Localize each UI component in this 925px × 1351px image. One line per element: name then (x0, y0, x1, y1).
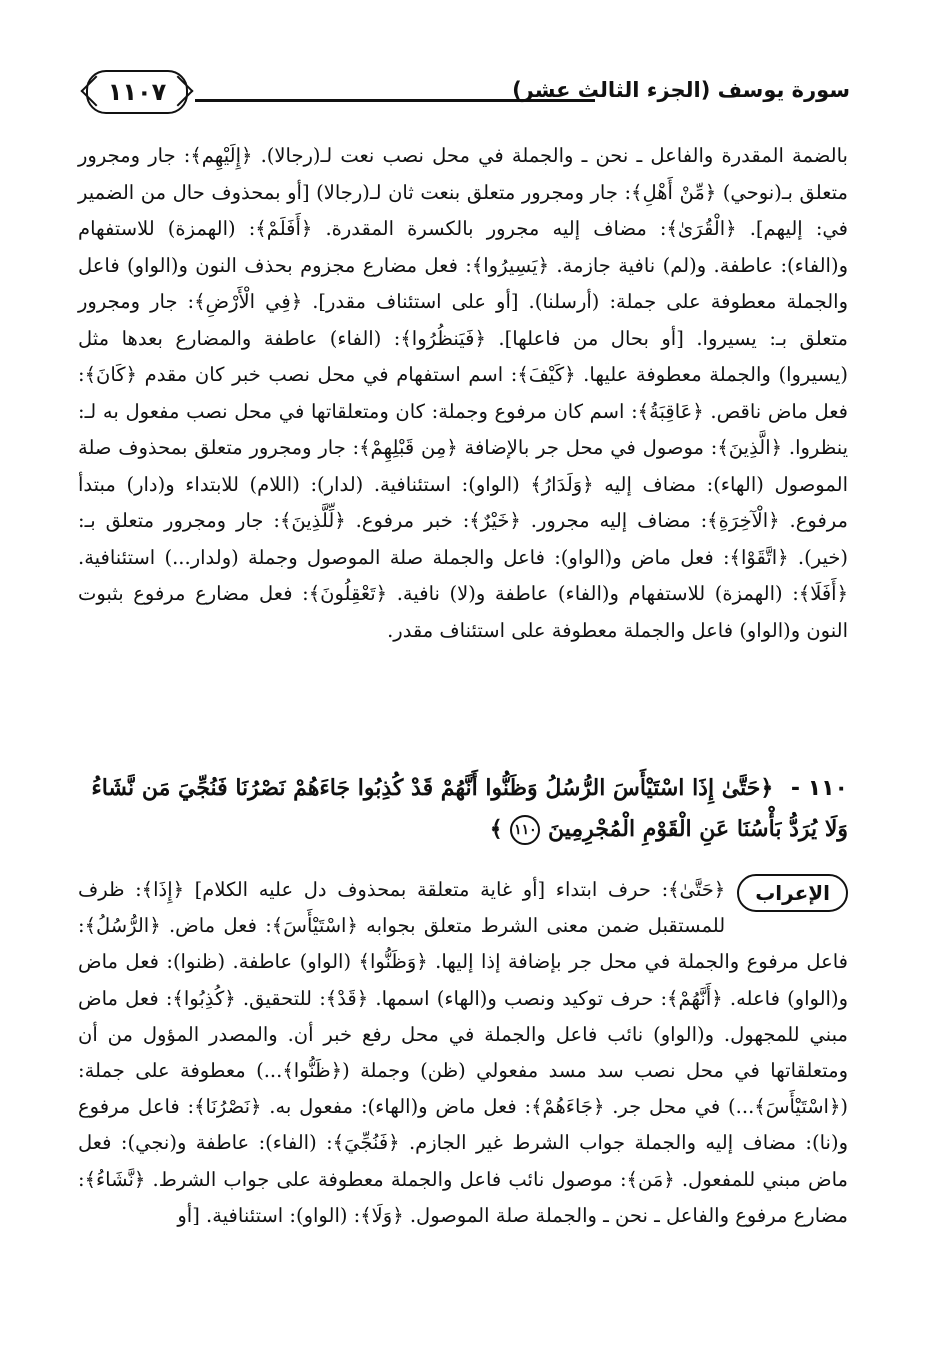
verse-number: ١١٠ - (790, 776, 848, 801)
ayah-marker: ١١٠ (510, 815, 540, 845)
verse-closing-bracket: ﴾ (489, 816, 503, 842)
irab-label: الإعراب (737, 874, 848, 912)
quran-verse (78, 768, 848, 849)
surah-title: سورة يوسف (الجزء الثالث عشر) (512, 78, 850, 102)
page-header (80, 70, 850, 120)
irab-paragraph: ﴿حَتَّىٰ﴾: حرف ابتداء [أو غاية متعلقة بمحذوف دل عليه الكلام] ﴿إِذَا﴾: ظرف للمستقبل ضمن معنى الشرط متعلق بجوابه ﴿اسْتَيْأَسَ﴾: فعل ماض. ﴿الرُّسُلُ﴾: فاعل مرفوع والجملة في محل جر بإضافة إذا إليها. ﴿وَظَنُّوا﴾ (الواو) عاطفة. (ظنوا): فعل ماض و(الواو) فاعله. ﴿أَنَّهُمْ﴾: حرف توكيد ونصب و(الهاء) اسمها. ﴿قَدْ﴾: للتحقيق. ﴿كُذِبُوا﴾: فعل ماض مبني للمجهول. و(الواو) نائب فاعل والجملة في محل رفع خبر أن. والمصدر المؤول من أن ومتعلقاتها في محل نصب سد مسد مفعولي (ظن) وجملة (﴿ظَنُّوا﴾...) معطوفة على جملة: (﴿اسْتَيْأَسَ﴾...) في محل جر. ﴿جَاءَهُمْ﴾: فعل ماض و(الهاء): مفعول به. ﴿نَصْرُنَا﴾: فاعل مرفوع و(نا): مضاف إليه والجملة جواب الشرط غير الجازم. ﴿فَنُجِّيَ﴾: (الفاء): عاطفة و(نجي): فعل ماض مبني للمفعول. ﴿مَن﴾: موصول نائب فاعل والجملة معطوفة على جواب الشرط. ﴿نَّشَاءُ﴾: مضارع مرفوع والفاعل ـ نحن ـ والجملة صلة الموصول. ﴿وَلَا﴾: (الواو): استئنافية. [أو (78, 878, 848, 1227)
commentary-paragraph: بالضمة المقدرة والفاعل ـ نحن ـ والجملة في محل نصب نعت لـ(رجالا). ﴿إِلَيْهِم﴾: جار ومجرور متعلق بـ(نوحي) ﴿مِّنْ أَهْلِ﴾: جار ومجرور متعلق بنعت ثان لـ(رجالا) [أو بمحذوف حال من الضمير في: إليهم]. ﴿الْقُرَىٰ﴾: مضاف إليه مجرور بالكسرة المقدرة. ﴿أَفَلَمْ﴾: (الهمزة) للاستفهام و(الفاء): عاطفة. و(لم) نافية جازمة. ﴿يَسِيرُوا﴾: فعل مضارع مجزوم بحذف النون و(الواو) فاعل والجملة معطوفة على جملة: (أرسلنا). [أو على استئناف مقدر]. ﴿فِي الْأَرْضِ﴾: جار ومجرور متعلق بـ: يسيروا. [أو بحال من فاعلها]. ﴿فَيَنظُرُوا﴾: (الفاء) عاطفة والمضارع بعدها مثل (يسيروا) والجملة معطوفة عليها. ﴿كَيْفَ﴾: اسم استفهام في محل نصب خبر كان مقدم ﴿كَانَ﴾: فعل ماض ناقص. ﴿عَاقِبَةُ﴾: اسم كان مرفوع وجملة: كان ومتعلقاتها في محل نصب مفعول به لـ: ينظروا. ﴿الَّذِينَ﴾: موصول في محل جر بالإضافة ﴿مِن قَبْلِهِمْ﴾: جار ومجرور متعلق بمحذوف صلة الموصول (الهاء): مضاف إليه ﴿وَلَدَارُ﴾ (الواو): استئنافية. (لدار): (اللام) للابتداء و(دار) مبتدأ مرفوع. ﴿الْآخِرَةِ﴾: مضاف إليه مجرور. ﴿خَيْرٌ﴾: خبر مرفوع. ﴿لِّلَّذِينَ﴾: جار ومجرور متعلق بـ: (خير). ﴿اتَّقَوْا﴾: فعل ماض و(الواو): فاعل والجملة صلة الموصول وجملة (ولدار...) استئنافية. ﴿أَفَلَا﴾: (الهمزة) للاستفهام و(الفاء) عاطفة و(لا) نافية. ﴿تَعْقِلُونَ﴾: فعل مضارع مرفوع بثبوت النون و(الواو) فاعل والجملة معطوفة على استئناف مقدر. (78, 144, 848, 642)
commentary-top (78, 138, 848, 649)
verse-text: ﴿حَتَّىٰ إِذَا اسْتَيْأَسَ الرُّسُلُ وَظَنُّوا أَنَّهُمْ قَدْ كُذِبُوا جَاءَهُمْ نَصْرُنَا فَنُجِّيَ مَن نَّشَاءُ وَلَا يُرَدُّ بَأْسُنَا عَنِ الْقَوْمِ الْمُجْرِمِينَ (91, 775, 848, 842)
irab-section (78, 872, 848, 1234)
page-number: ١١٠٧ (86, 70, 188, 114)
